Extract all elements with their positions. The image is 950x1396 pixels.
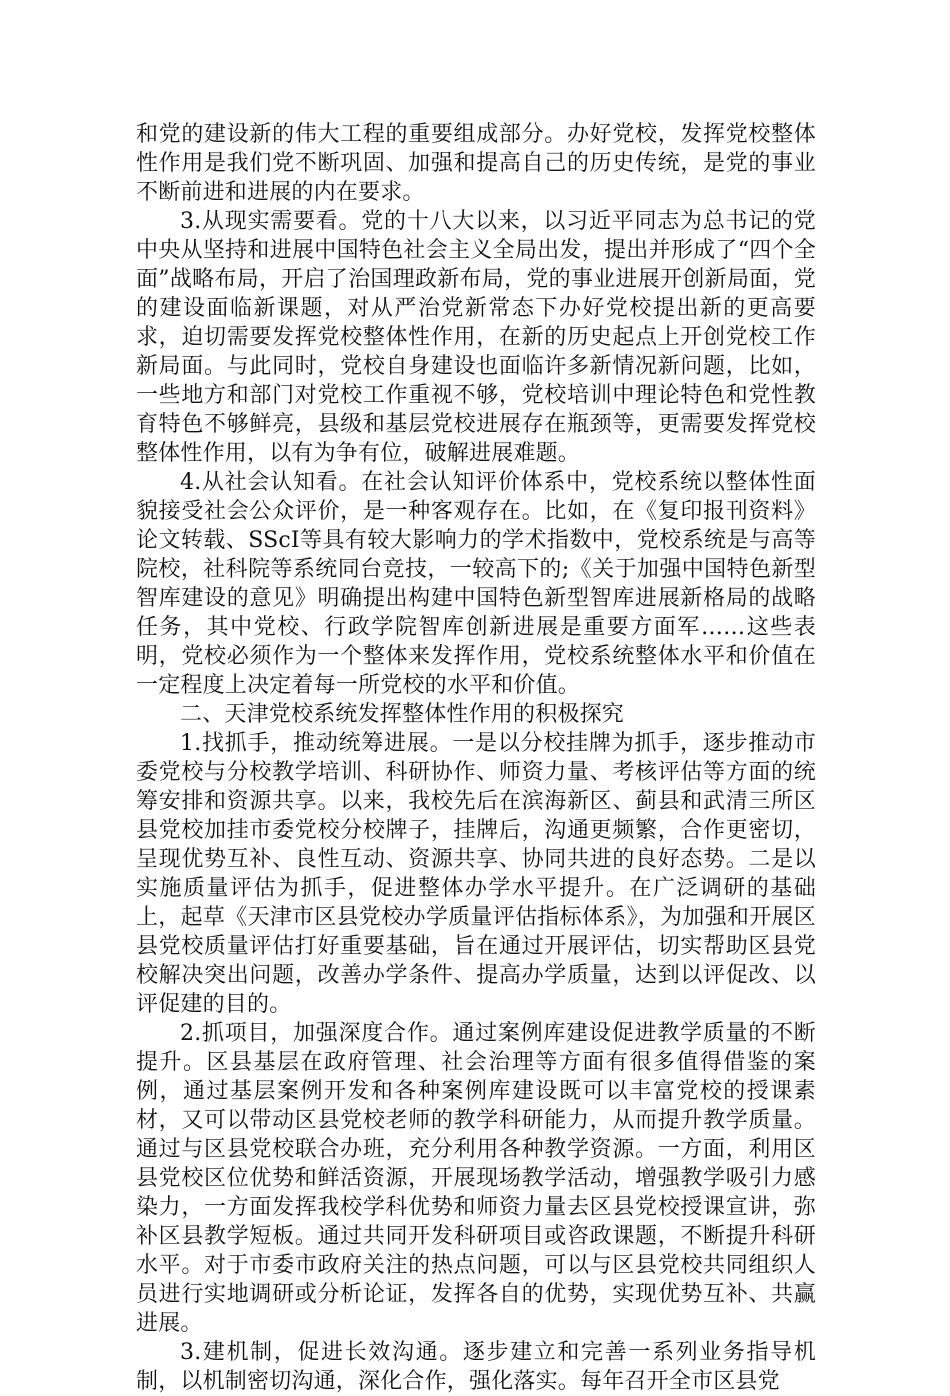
paragraph-reality-needs: 3.从现实需要看。党的十八大以来，以习近平同志为总书记的党中央从坚持和进展中国特色社会主义全局出发，提出并形成了“四个全面”战略布局，开启了治国理政新布局，党的事业进展开创新局面，党的建设面临新课题，对从严治党新常态下办好党校提出新的更高要求，迫切需要发挥党校整体性作用，在新的历史起点上开创党校工作新局面。与此同时，党校自身建设也面临许多新情况新问题，比如，一些地方和部门对党校工作重视不够，党校培训中理论特色和党性教育特色不够鲜亮，县级和基层党校进展存在瓶颈等，更需要发挥党校整体性作用，以有为争有位，破解进展难题。 [136, 209, 816, 466]
section-heading-tianjin-exploration: 二、天津党校系统发挥整体性作用的积极探究 [180, 702, 625, 727]
paragraph-build-mechanism: 3.建机制，促进长效沟通。逐步建立和完善一系列业务指导机制，以机制密切沟通，深化合作，强化落实。每年召开全市区县党 [136, 1340, 816, 1394]
document-body [136, 120, 816, 1396]
paragraph-find-handles: 1.找抓手，推动统筹进展。一是以分校挂牌为抓手，逐步推动市委党校与分校教学培训、科研协作、师资力量、考核评估等方面的统筹安排和资源共享。以来，我校先后在滨海新区、蓟县和武清三所区县党校加挂市委党校分校牌子，挂牌后，沟通更频繁，合作更密切，呈现优势互补、良性互动、资源共享、协同共进的良好态势。二是以实施质量评估为抓手，促进整体办学水平提升。在广泛调研的基础上，起草《天津市区县党校办学质量评估指标体系》，为加强和开展区县党校质量评估打好重要基础，旨在通过开展评估，切实帮助区县党校解决突出问题，改善办学条件、提高办学质量，达到以评促改、以评促建的目的。 [136, 731, 816, 1017]
paragraph-social-cognition: 4.从社会认知看。在社会认知评价体系中，党校系统以整体性面貌接受社会公众评价，是一种客观存在。比如，在《复印报刊资料》论文转载、SScI等具有较大影响力的学术指数中，党校系统是与高等院校，社科院等系统同台竞技，一较高下的;《关于加强中国特色新型智库建设的意见》明确提出构建中国特色新型智库进展新格局的战略任务，其中党校、行政学院智库创新进展是重要方面军……这些表明，党校必须作为一个整体来发挥作用，党校系统整体水平和价值在一定程度上决定着每一所党校的水平和价值。 [136, 470, 816, 698]
paragraph-grab-projects: 2.抓项目，加强深度合作。通过案例库建设促进教学质量的不断提升。区县基层在政府管理、社会治理等方面有很多值得借鉴的案例，通过基层案例开发和各种案例库建设既可以丰富党校的授课素材，又可以带动区县党校老师的教学科研能力，从而提升教学质量。通过与区县党校联合办班，充分利用各种教学资源。一方面，利用区县党校区位优势和鲜活资源，开展现场教学活动，增强教学吸引力感染力，一方面发挥我校学科优势和师资力量去区县党校授课宣讲，弥补区县教学短板。通过共同开发科研项目或咨政课题，不断提升科研水平。对于市委市政府关注的热点问题，可以与区县党校共同组织人员进行实地调研或分析论证，发挥各自的优势，实现优势互补、共赢进展。 [136, 1021, 816, 1336]
paragraph-intro-continuation: 和党的建设新的伟大工程的重要组成部分。办好党校，发挥党校整体性作用是我们党不断巩固、加强和提高自己的历史传统，是党的事业不断前进和进展的内在要求。 [136, 122, 816, 205]
